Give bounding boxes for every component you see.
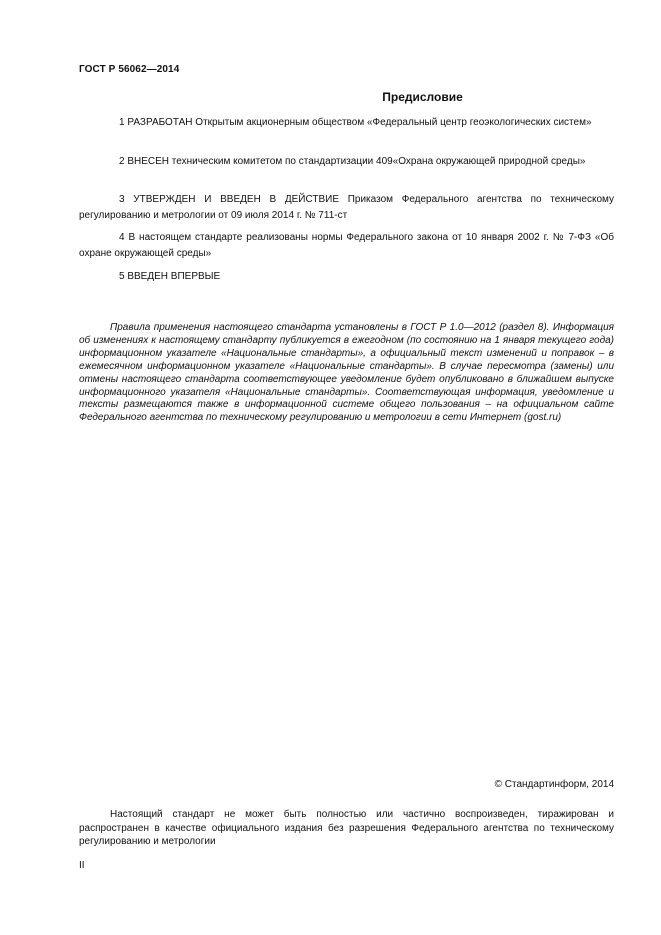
page-number: II — [79, 860, 85, 871]
foreword-item: 2 ВНЕСЕН техническим комитетом по стандартизации 409«Охрана окружающей природной среды» — [119, 156, 586, 167]
foreword-item: 4 В настоящем стандарте реализованы нормы Федерального закона от 10 января 2002 г. № 7-ФЗ «Об охране окружающей среды» — [79, 232, 614, 259]
page-title-text: Предисловие — [382, 90, 463, 104]
copyright-line: © Стандартинформ, 2014 — [494, 779, 614, 790]
foreword-item: 1 РАЗРАБОТАН Открытым акционерным обществом «Федеральный центр геоэкологических систем» — [119, 117, 592, 128]
page-title — [79, 90, 614, 104]
foreword-item: 3 УТВЕРЖДЕН И ВВЕДЕН В ДЕЙСТВИЕ Приказом Федерального агентства по техническому регулированию и метрологии от 09 июля 2014 г. № 711-ст — [79, 194, 614, 221]
reproduction-notice: Настоящий стандарт не может быть полностью или частично воспроизведен, тиражирован и распространен в качестве официального издания без разрешения Федерального агентства по техническому регулированию и метрологии — [79, 809, 614, 847]
application-rules-notice: Правила применения настоящего стандарта установлены в ГОСТ Р 1.0—2012 (раздел 8). Информация об изменениях к настоящему стандарту публикуется в ежегодном (по состоянию на 1 января текущего года) информационном указателе «Национальные стандарты», а официальный текст изменений и поправок – в ежемесячном информационном указателе «Национальные стандарты». В случае пересмотра (замены) или отмены настоящего стандарта соответствующее уведомление будет опубликовано в ближайшем выпуске информационного указателя «Национальные стандарты». Соответствующая информация, уведомление и тексты размещаются также в информационной системе общего пользования – на официальном сайте Федерального агентства по техническому регулированию и метрологии в сети Интернет (gost.ru) — [79, 322, 614, 424]
foreword-item: 5 ВВЕДЕН ВПЕРВЫЕ — [119, 271, 221, 282]
document-code: ГОСТ Р 56062—2014 — [79, 64, 180, 75]
